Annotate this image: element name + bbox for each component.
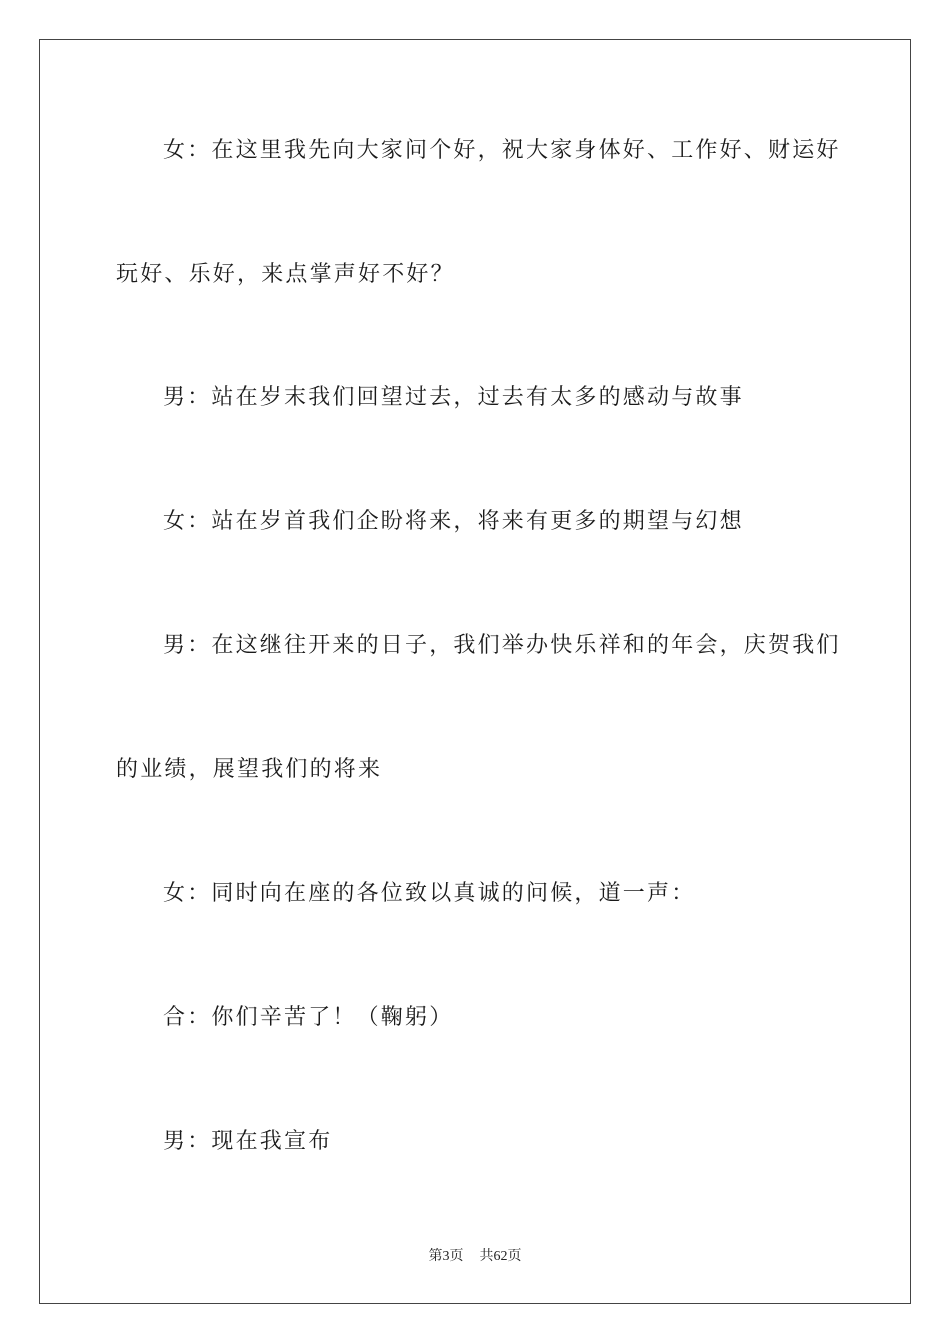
paragraph-line: 女：同时向在座的各位致以真诚的问候，道一声： bbox=[163, 881, 696, 906]
paragraph-line: 玩好、乐好，来点掌声好不好？ bbox=[116, 262, 455, 287]
paragraph-line: 男：站在岁末我们回望过去，过去有太多的感动与故事 bbox=[163, 385, 744, 410]
paragraph-line: 男：在这继往开来的日子，我们举办快乐祥和的年会，庆贺我们 bbox=[163, 633, 841, 658]
paragraph-line: 的业绩，展望我们的将来 bbox=[116, 757, 383, 782]
page-total: 共62页 bbox=[479, 1249, 522, 1264]
paragraph-line: 女：站在岁首我们企盼将来，将来有更多的期望与幻想 bbox=[163, 509, 744, 534]
paragraph-line: 合：你们辛苦了！（鞠躬） bbox=[163, 1005, 454, 1030]
page-border bbox=[39, 39, 911, 1304]
paragraph-line: 男：现在我宣布 bbox=[163, 1129, 333, 1154]
paragraph-line: 女：在这里我先向大家问个好，祝大家身体好、工作好、财运好 bbox=[163, 138, 841, 163]
page-number: 第3页 bbox=[428, 1249, 464, 1264]
page-footer bbox=[0, 1248, 950, 1266]
